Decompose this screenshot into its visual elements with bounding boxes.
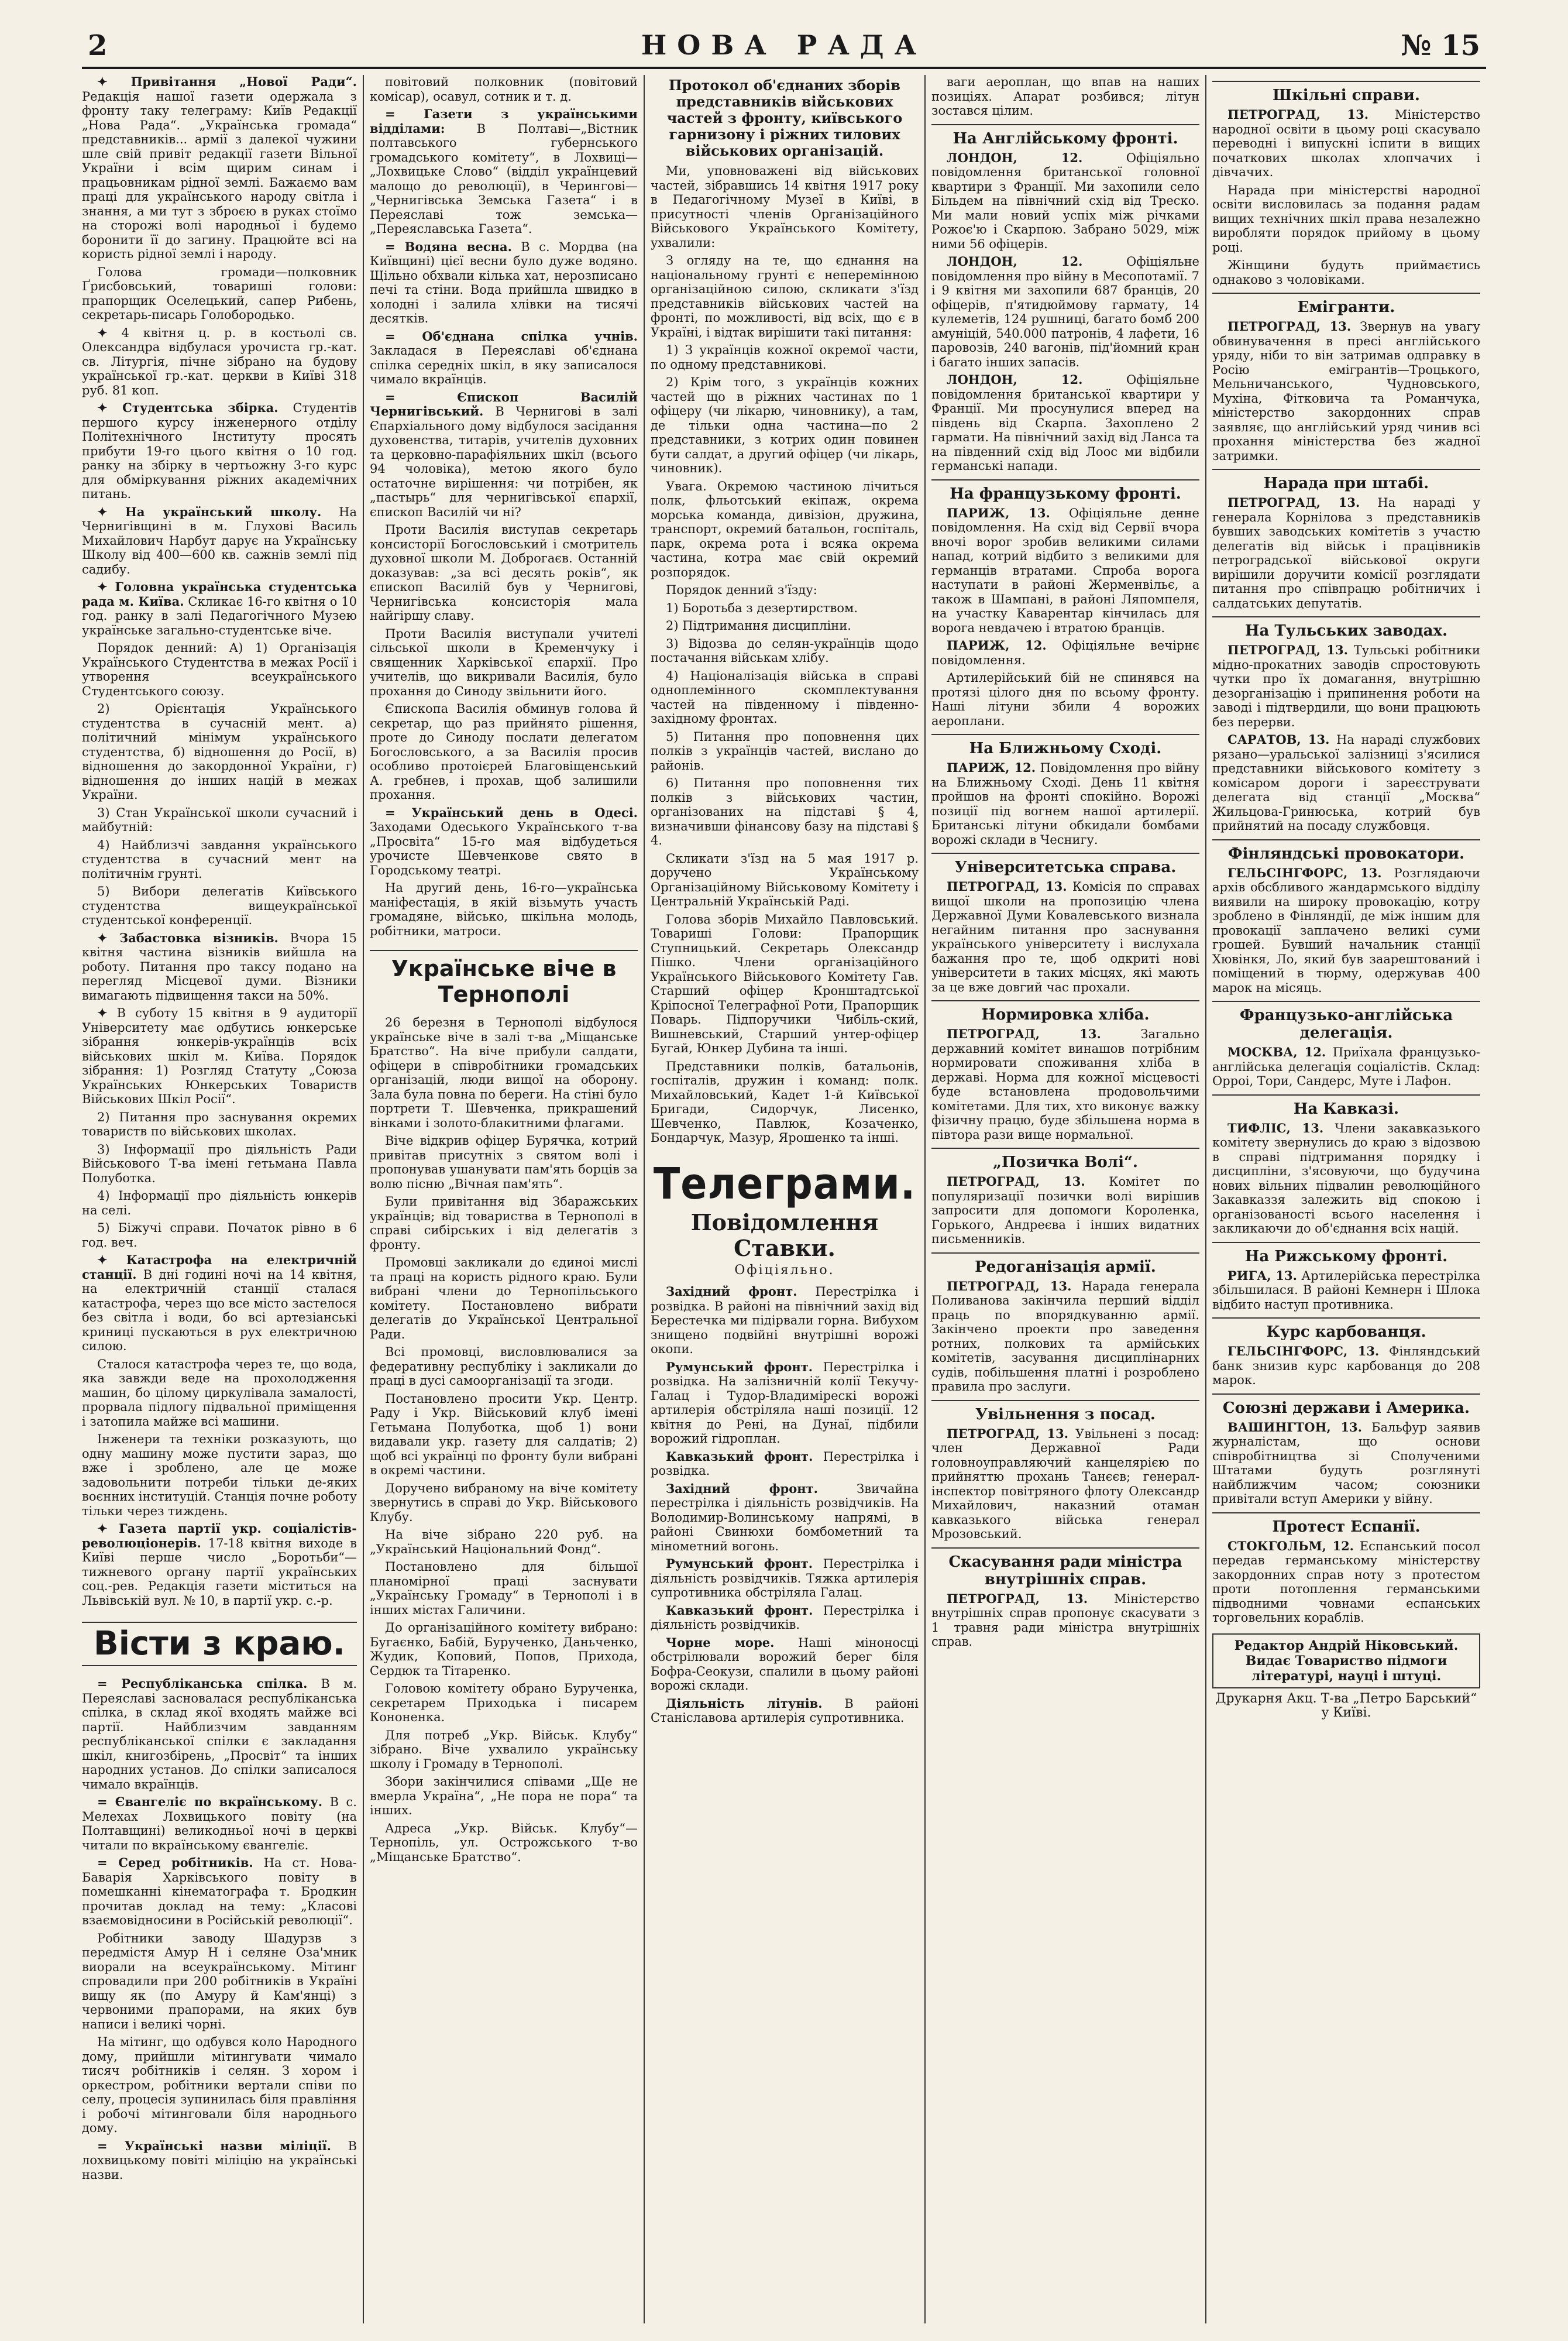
article-item [931, 1027, 1199, 1142]
article-text: В Чернигові в залі Єпархіального дому відбулося засідання духовенства, титарів, учителів духовних та церковно-парафіяльних шкіл (всього 94 чоловіка), метою якого було остаточне вирішення: чи потрібен, як „пастырь“ для чернигівської єпархії, єпископ Василій чи ні? [370, 404, 638, 519]
article-text: Міністерство внутрішніх справ пропонує скасувати з 1 травня ради міністра внутрішніх справ. [931, 1591, 1199, 1649]
article-text: Артилерійська перестрілка збільшилася. В районі Кемнерн і Шлока відбито наступ противника. [1212, 1268, 1480, 1312]
article-item [931, 506, 1199, 636]
article-heading: ПАРИЖ, 12. [947, 760, 1036, 775]
article-item [651, 1557, 919, 1600]
article-text: 2) Питання про заснування окремих товариств по військових школах. [82, 1110, 357, 1138]
article-item [370, 806, 638, 878]
article-item [370, 390, 638, 520]
article-text: Єпископа Василія обминув голова й секретар, що раз прийнято рішення, проте до Синоду послати делегатом Богословського, а за Василія просив особливо протоієрей Благовіщенський А. гребнев, і прохав, щоб залишили прохання. [370, 702, 638, 802]
article-text: На ст. Нова-Баварія Харківського повіту в помешканні кінематографа т. Бродкин прочитав доклад на тему: „Класові взаємовідносини в Російській революції“. [82, 1856, 357, 1927]
article-text: Жінщини будуть приймаєтись однаково з чоловіками. [1212, 258, 1480, 287]
article-text: Перестрілка і розвідка. [651, 1449, 919, 1478]
article-item [1212, 258, 1480, 287]
columns [82, 75, 1486, 2323]
article-item [651, 1450, 919, 1478]
article-item [82, 1110, 357, 1139]
article-text: На нараді у генерала Корнілова з представників бувших заводських комітетів з участю делегатів від військ і працівників петроградської військової округи вирішили доручити комісії розглядати питання про співпрацю робітничих і салдатських депутатів. [1212, 496, 1480, 610]
article-heading: ПАРИЖ, 13. [947, 505, 1050, 520]
telegram-section-title: На Ближньому Сході. [931, 734, 1199, 757]
article-text: 2) Підтримання дисципліни. [666, 619, 851, 633]
article-item [651, 253, 919, 339]
article-heading: ПЕТРОГРАД, 13. [947, 1174, 1085, 1189]
article-item [82, 838, 357, 881]
article-item [931, 639, 1199, 667]
article-text: Офіціяльне повідомлення про війну в Месопотамії. 7 і 9 квітня ми захопили 687 бранців, 20 офіцерів, п'ятидюймову гармату, 14 кулеметів, 124 рушниці, багато бомб 200 амуніцій, 540.000 патронів, 4 лафети, 16 паровозів, 240 вагонів, під'йомний кран і багато інших запасів. [931, 255, 1199, 369]
article-text: Доручено вибраному на віче комітету звернутись в справі до Укр. Військового Клубу. [370, 1481, 638, 1524]
article-text: До організаційного комітету вибрано: Бугаєнко, Бабій, Бурученко, Даньченко, Жудик, Коповий, Попов, Прихода, Сердюк та Тітаренко. [370, 1621, 638, 1678]
telegram-section-title: Союзні держави і Америка. [1212, 1393, 1480, 1417]
article-heading: = Об'єднана спілка учнів. [385, 328, 638, 344]
article-text: На Чернигівщині в м. Глухові Василь Михайлович Нарбут дарує на Українську Школу від 400—600 кв. сажнів землі під садибу. [82, 504, 357, 576]
article-text: В с. Мордва (на Київщині) цієї весни було дуже водяно. Щільно обхвали кілька хат, нерозписано печі та стіни. Вода прийшла швидко в холодні і залила хлівки на тисячі десятків. [370, 239, 638, 325]
article-text: Головою комітету обрано Бурученка, секретарем Приходька і писарем Кононенка. [370, 1681, 638, 1724]
article-text: Комісія по справах вищої школи на пропозицію члена Державної Думи Ковалевського визнала негайним питання про заснування українського університету і вислухала бажання про те, щоб одкриті нові університети в таких місцях, які мають за це вже довгий час прохали. [931, 880, 1199, 994]
article-text: Проти Василія виступали учителі сільської школи в Кременчуку і священник Харківської єпархії. Про учителів, що викривали Василія, було прохання до Синоду звільнити його. [370, 626, 638, 698]
article-heading: Чорне море. [666, 1635, 775, 1650]
protocol-title: Протокол об'єднаних зборів представників військових частей з фронту, київського гарнизону і ріжних тилових військових організацій. [666, 77, 903, 159]
article-heading: ПЕТРОГРАД, 13. [947, 1591, 1088, 1606]
column-5 [1205, 75, 1486, 2323]
article-text: 2) Крім того, з українців кожних частей що в ріжних частинах по 1 офіцеру (чи лікарю, чиновнику), а там, де тільки одна частина—по 2 представники, з котрих один повинен бути салдат, а другий офіцер (чи лікарь, чиновник). [651, 375, 919, 475]
article-item [1212, 866, 1480, 996]
article-item [370, 1621, 638, 1678]
article-text: Віче відкрив офіцер Бурячка, котрий привітав присутніх з святом волі і пропонував ушанувати пам'ять борців за волю пісню „Вічная пам'ять“. [370, 1134, 638, 1191]
article-item [651, 164, 919, 250]
article-text: Звернув на увагу обвинувачення в пресі англійського уряду, ніби то він затримав одправку в Росію емігрантів—Троцького, Мельничанського, Чудновського, Мухіна, Фітковича та Романчука, міністерство закордонних справ заявляє, що англійський уряд чинив всі прохання міністерства без жадної затримки. [1212, 320, 1480, 463]
article-heading: Західний фронт. [666, 1481, 818, 1496]
article-item [82, 1795, 357, 1852]
article-text: 2) Орієнтація Українського студентства в сучасній мент. а) політичний мінімум українського студентства, б) відношення до Росії, в) відношення до закордонної України, г) відношення до інших націй в межах України. [82, 702, 357, 802]
column-3 [644, 75, 924, 2323]
article-heading: МОСКВА, 12. [1227, 1045, 1326, 1059]
article-item [82, 2035, 357, 2136]
article-heading: Румунський фронт. [666, 1556, 813, 1571]
article-item [651, 375, 919, 476]
article-item [82, 1253, 357, 1354]
article-heading: ГЕЛЬСІНГФОРС, 13. [1227, 1344, 1380, 1358]
article-text: Офіціяльне повідомлення британської квартири у Франції. Ми просунулися вперед на південь від Скарпа. Захоплено 2 гармати. На північний захід від Ланса та на південний схід від Лоос ми відбили германські напади. [931, 373, 1199, 473]
article-text: 3) Інформації про діяльність Ради Військового Т-ва імені гетьмана Павла Полуботка. [82, 1142, 357, 1185]
article-item [931, 373, 1199, 473]
article-text: Перестрілка і діяльність розвідчиків. [651, 1603, 919, 1632]
article-text: В районі Станіславова артилерія супротивника. [651, 1696, 919, 1725]
article-text: Перестрілка і діяльність розвідчиків. Тяжка артилерія супротивника обстріляла Галац. [651, 1557, 919, 1599]
article-heading: ПЕТРОГРАД, 13. [947, 1426, 1069, 1441]
article-text: В суботу 15 квітня в 9 аудиторії Університету має одбутись юнкерське зібрання юнкерів-українців всіх військових шкіл м. Київа. Порядок зібрання: 1) Розгляд Статуту „Союза Українських Юнкерських Товариств Військових Шкіл Росії“. [82, 1006, 357, 1106]
article-item [651, 637, 919, 665]
article-item [651, 1697, 919, 1725]
article-text: 4) Найблизчі завдання українського студентства в сучасний мент на політичнім грунті. [82, 837, 357, 881]
article-heading: ГЕЛЬСІНГФОРС, 13. [1227, 865, 1382, 880]
article-item [931, 671, 1199, 728]
article-item [651, 583, 919, 598]
staff-reports-title: Повідомлення Ставки. [690, 1209, 879, 1261]
article-item [370, 1481, 638, 1525]
article-text: Загально державний комітет винашов потрібним нормировати споживання хліба в державі. Норма для кожної місцевості буде встановлена продовольчими комітетами. Для тих, хто виконує важку фізичну працю, буде збільшена норма в півтора рази вище нормальної. [931, 1027, 1199, 1142]
article-text: Були привітання від Збаражських українців; від товариства в Тернополі в справі сибірських і від делегатів з фронту. [370, 1194, 638, 1252]
article-heading: ПЕТРОГРАД, 13. [1227, 107, 1369, 122]
article-item [651, 730, 919, 773]
article-item [82, 580, 357, 637]
article-text: ваги аероплан, що впав на наших позиціях. Апарат розбився; літун зостався цілим. [931, 75, 1199, 118]
article-heading: РИГА, 13. [1227, 1268, 1297, 1283]
article-item [370, 702, 638, 802]
telegram-section-title: На Рижському фронті. [1212, 1242, 1480, 1265]
article-item [370, 1728, 638, 1772]
article-text: В лохвицькому повіті міліцію на українські назви. [82, 2139, 357, 2182]
article-item [1212, 320, 1480, 463]
article-text: Нарада генерала Поливанова закінчила перший відділ праць по впорядкуванню армії. Закінчено проекти про заведення ротних, полкових та армійських комітетів, засування дисциплінарних судів, побільшення платні і розроблено правила про заслуги. [931, 1279, 1199, 1393]
column-1 [82, 75, 363, 2323]
article-heading: ВАШИНГТОН, 13. [1227, 1419, 1362, 1434]
article-text: Представники полків, батальонів, госпіталів, дружин і команд: полк. Михайловський, Кадет 1-й Київської Бригади, Сидорчук, Лисенко, Шевченко, Павлюк, Козаченко, Бондарчук, Мазур, Ярошенко та інші. [651, 1059, 919, 1145]
telegram-section-title: На французькому фронті. [931, 479, 1199, 503]
article-item [651, 1059, 919, 1145]
telegram-section-title: Нормировка хліба. [931, 1000, 1199, 1024]
article-item [931, 1592, 1199, 1649]
official-label: Офіціяльно. [734, 1262, 835, 1278]
article-heading: ЛОНДОН, 12. [947, 150, 1083, 165]
article-item [370, 75, 638, 104]
article-text: Скликати з'їзд на 5 мая 1917 р. доручено Українському Організаційному Військовому Комітету і Центральній Українській Раді. [651, 851, 919, 908]
article-item [370, 1255, 638, 1341]
article-item [370, 1194, 638, 1252]
article-item [82, 75, 357, 262]
article-heading: ПЕТРОГРАД, 13. [1227, 495, 1360, 510]
article-item [1212, 496, 1480, 610]
article-item [931, 1279, 1199, 1394]
article-text: Порядок денний: А) 1) Організація Українського Студентства в межах Росії і утворення всеукраїнського Студентського союзу. [82, 641, 357, 698]
article-text: Перестрілка і розвідка. В районі на північний захід від Берестечка ми підірвали горна. Вибухом знищено подвійні внутрішні ворожі окопи. [651, 1285, 919, 1356]
column-2 [363, 75, 644, 2323]
article-item [82, 931, 357, 1003]
article-item [82, 702, 357, 802]
article-text: Постановлено просити Укр. Центр. Раду і Укр. Військовий клуб імені Гетьмана Полуботка, щоб 1) вони видавали укр. газету для салдатів; 2) щоб всі українці по фронту були вибрані в окремі частини. [370, 1391, 638, 1477]
article-text: Голова громади—полковник Ґрисбовський, товариші голови: прапорщик Оселецький, сапер Рибень, секретарь-писарь Голобородько. [82, 265, 357, 322]
telegram-section-title: На Англійському фронті. [931, 124, 1199, 147]
article-item [1212, 183, 1480, 255]
article-text: Порядок денний з'їзду: [666, 583, 817, 597]
article-heading: Румунський фронт. [666, 1359, 813, 1374]
article-heading: ПЕТРОГРАД, 13. [1227, 643, 1348, 657]
article-text: Наші міноносці обстрілювали ворожий берег біля Бофра-Сеокузи, спалили в цьому районі ворожі склади. [651, 1635, 919, 1693]
article-heading: ПЕТРОГРАД, 13. [947, 879, 1067, 894]
article-heading: ПЕТРОГРАД, 13. [1227, 319, 1352, 334]
article-item [931, 151, 1199, 252]
article-text: На віче зібрано 220 руб. на „Український Національний Фонд“. [370, 1528, 638, 1556]
article-item [651, 619, 919, 633]
article-heading: ЛОНДОН, 12. [947, 254, 1083, 269]
article-text: Нарада при міністерстві народної освіти висловилась за подання радам вищих технічних шкіл права незалежно виробляти порядок прийому в цьому році. [1212, 183, 1480, 255]
article-item [931, 1427, 1199, 1542]
article-text: Збори закінчилися співами „Ще не вмерла Україна“, „Не пора не пора“ та інших. [370, 1774, 638, 1817]
printer-line: Друкарня Акц. Т-ва „Петро Барський“ у Київі. [1215, 1691, 1477, 1720]
article-text: 3) Відозва до селян-українців щодо постачання військам хлібу. [651, 636, 919, 665]
article-item [1212, 1045, 1480, 1089]
article-heading: ✦ Привітання „Нової Ради“. [97, 75, 357, 89]
article-item [82, 265, 357, 322]
article-text: Інженери та техніки розказують, що одну машину може пустити зараз, що вже і зроблено, але це може задовольнити потреби тільки де-яких воєнних інституцій. Станція почне роботу тільки через тиждень. [82, 1432, 357, 1518]
article-heading: Кавказький фронт. [666, 1602, 813, 1618]
article-item [370, 1015, 638, 1130]
article-item [1212, 1344, 1480, 1388]
article-item [370, 627, 638, 699]
article-heading: ✦ [97, 1005, 108, 1020]
article-text: Артилерійський бій не спинявся на протязі цілого дня по всьому фронту. Наші літуни збили 4 ворожих аероплани. [931, 671, 1199, 728]
article-text: Робітники заводу Шадурзв з передмістя Амур Н і селяне Оза'мник виорали на всеукраїнському. Мітинг спровадили при 200 робітників в Україні вищу як (по Амуру й Кам'янці) з червоними прапорами, на яких був написи і великі чорні. [82, 1931, 357, 2031]
article-text: Постановлено для більшої планомірної праці заснувати „Українську Громаду“ в Тернополі і в інших містах Галичини. [370, 1560, 638, 1617]
telegram-section-title: Емігранти. [1212, 293, 1480, 316]
article-text: Редакція нашої газети одержала з фронту таку телеграму: Київ Редакції „Нова Рада“. „Українська громада“ представників... армії з далекої чужини шле свій привіт редакції газети Вільної України і всім щирим синам і працьовникам рідної землі. Бажаємо вам праці для українського народу світла і знання, а ми тут з зброєю в руках стоїмо на сторожі волі народньої і будемо боронити її до загину. Працюйте всі на користь рідної землі і народу. [82, 89, 357, 261]
article-text: 3) Стан Української школи сучасний і майбутній: [82, 805, 357, 834]
article-item [1212, 1269, 1480, 1312]
article-item [370, 1681, 638, 1725]
article-heading: Західний фронт. [666, 1284, 797, 1299]
article-heading: = Серед робітників. [97, 1855, 253, 1870]
article-item [931, 1175, 1199, 1247]
article-text: Офіціяльне вечірнє повідомлення. [931, 639, 1199, 667]
article-text: Перестрілка і розвідка. На залізничній колії Текучу-Галац і Тудор-Владимірескі ворожі артилерія обстріляла наші позиції. 12 квітня до Рені, на Дунаї, підбили ворожий гідроплан. [651, 1360, 919, 1446]
article-text: Студентів першого курсу інженерного отділу Політехнічного Інституту просять прибути 19-го цього квітня о 10 год. ранку на збірку в чертьожну 3-го курс для обміркування ріжних академічних питань. [82, 401, 357, 501]
article-text: Сталося катастрофа через те, що вода, яка завжди веде на прохолодження машин, бо цілому циркулівала замалості, прорвала підлогу підвальної приміщення і затопила майже всі машини. [82, 1357, 357, 1429]
article-text: В дні годині ночі на 14 квітня, на електричній станції сталася катастрофа, через що все місто застелося без світла і води, бо всі артезіанські криниці пускаються в рух електричною силою. [82, 1267, 357, 1353]
telegram-section-title: Фінляндські провокатори. [1212, 839, 1480, 863]
article-text: Для потреб „Укр. Військ. Клубу“ зібрано. Віче ухвалило українську школу і Громаду в Тернополі. [370, 1728, 638, 1771]
article-item [651, 1285, 919, 1357]
article-text: На нараді службових рязано—уральської залізниці з'ясилися представники військового комітету з комісаром дороги і зареєструвати делегата від станції „Москва“ Жильцова-Гринюська, котрий був прийнятий на посаду службовця. [1212, 733, 1480, 833]
article-item [82, 1189, 357, 1217]
article-text: В м. Переяславі засновалася республіканська спілка, в склад якої входять майже всі партії. Найблизчим завданням республіканської спілки є закладання шкіл, книгозбірень, „Просвіт“ та інших народних установ. До спілки записалося чимало вкраїнців. [82, 1677, 357, 1791]
telegram-section-title: Нарада при штабі. [1212, 469, 1480, 492]
article-item [82, 505, 357, 577]
article-item [651, 912, 919, 1056]
article-item [370, 881, 638, 938]
article-item [931, 761, 1199, 847]
article-text: На мітинг, що одбувся коло Народного дому, прийшли мітингувати чимало тисяч робітників і селян. З хором і оркестром, робітники вертали співи по селу, процесія зупинилась біля правління і робочі мітинговали біля народнього дому. [82, 2035, 357, 2135]
article-text: Заходами Одеського Українського т-ва „Просвіта“ 15-го мая відбудеться урочисте Шевченкове свято в Городському театрі. [370, 820, 638, 877]
article-text: Закладася в Переяславі об'єднана спілка середніх шкіл, в яку записалося чимало вкраїнців. [370, 344, 638, 386]
article-text: 4) Інформації про діяльність юнкерів на селі. [82, 1189, 357, 1217]
article-heading: ✦ На український школу. [97, 504, 322, 519]
masthead [82, 26, 1486, 69]
article-item [1212, 108, 1480, 180]
article-item [1212, 1121, 1480, 1236]
telegram-section-title: Редоганізація армії. [931, 1252, 1199, 1276]
editor-imprint: Редактор Андрій Ніковський. Видає Товариство підмоги літературі, науці і штуці. [1212, 1633, 1480, 1688]
article-item [931, 880, 1199, 994]
article-item [370, 1774, 638, 1818]
article-item [82, 1432, 357, 1518]
article-text: 17-18 квітня виходе в Київі перше число „Боротьби“—тижневого органу партії українських соц.-рев. Редакція газети міститься на Львівській вул. № 10, в партії укр. с.-р. [82, 1536, 357, 1608]
article-text: Комітет по популяризації позички волі вирішив запросити для допомоги Короленка, Горького, Андреєва і інших видатних письменників. [931, 1175, 1199, 1246]
article-item [370, 107, 638, 236]
article-text: Еспанський посол передав германському міністерству закордонних справ ноту з протестом проти потоплення германськими підводними човнами еспанських торговельних кораблів. [1212, 1539, 1480, 1625]
article-heading: = Водяна весна. [385, 239, 512, 254]
article-item [651, 776, 919, 848]
article-heading: ✦ Газета партії укр. соціалістів-революціонерів. [82, 1521, 357, 1550]
article-item [651, 1482, 919, 1554]
article-heading: ✦ [97, 325, 108, 340]
article-heading: = Євангеліє по вкраїнському. [97, 1794, 323, 1809]
article-text: Бальфур заявив журналістам, що основи співробітництва зі Сполученими Штатами будуть розглянуті найближчим часом; союзники привітали вступ Америки у війну. [1212, 1420, 1480, 1506]
article-item [370, 1392, 638, 1478]
article-text: 26 березня в Тернополі відбулося українське віче в залі т-ва „Міщанське Братство“. На віче прибули салдати, офіцери в співробітники громадських організацій, люди вищої на оборону. Зала була повна по береги. На стіні було портрети Т. Шевченка, прикрашений вінками і золото-блакитними флагами. [370, 1015, 638, 1130]
section-title-news-from-region: Вісти з краю. [82, 1622, 357, 1666]
article-item [82, 1522, 357, 1608]
article-text: Офіціяльно повідомлення британської головної квартири з Франції. Ми захопили село Більдем на північний схід від Треско. Ми мали новий успіх між річками Рожоє'ю і Скарпою. Забрано 5029, між ними 56 офіцерів. [931, 150, 1199, 251]
article-text: Розглядаючи архів обсбливого жандармського відділу виявили на широку провокацію, котру зроблено в Фінляндії, де між іншим для провокації заплачено великі суми грошей. Бувший начальник станції Хювінкя, Ло, який був заарештований і поміщений в тюрму, одержував 400 марок на місяць. [1212, 866, 1480, 995]
article-heading: ✦ Забастовка візників. [97, 930, 278, 945]
article-heading: СТОКГОЛЬМ, 12. [1227, 1538, 1354, 1553]
article-heading: ✦ Головна українська студентська рада м. Київа. [82, 579, 357, 609]
article-item [82, 1221, 357, 1250]
article-item [370, 329, 638, 387]
article-heading: ПЕТРОГРАД, 13. [947, 1027, 1101, 1041]
article-text: 1) З українців кожної окремої части, по одному представникові. [651, 343, 919, 372]
article-text: Звичайна перестрілка і діяльність розвідчиків. На Володимир-Волинському напрямі, в районі Свинюхи бомбометний та мінометний вогонь. [651, 1481, 919, 1553]
article-text: Приїхала французько-англійська делегація соціалістів. Склад: Орроі, Тори, Сандерс, Муте і Лафон. [1212, 1045, 1480, 1088]
article-item [82, 401, 357, 502]
article-text: Проти Василія виступав секретарь консисторії Богословський і смотритель духовної школи М. Доброгаєв. Останній доказував: „за всі десять років“, як єпископ Василій був у Чернигові, Чернигівська консисторія мала найгіршу славу. [370, 523, 638, 623]
article-item [370, 1821, 638, 1865]
article-text: 5) Біжучі справи. Початок рівно в 6 год. веч. [82, 1221, 357, 1250]
article-text: З огляду на те, що єднання на національному грунті є неперемінною організаційною силою, скликати з'їзд представників військових частей на фронті, по можливості, від всіх, що є в Україні, і відтак вирішити такі питання: [651, 253, 919, 339]
telegram-section-title: Увільнення з посад. [931, 1400, 1199, 1423]
telegrams-title: Телеграми. [653, 1158, 916, 1209]
article-heading: ЛОНДОН, 12. [947, 372, 1083, 387]
newspaper-title: НОВА РАДА [641, 29, 927, 61]
article-item [82, 2139, 357, 2182]
article-text: В с. Мелехах Лохвицького повіту (на Полтавщині) великодньої ночі в церкві читали по вкраїнському євангеліє. [82, 1795, 357, 1852]
article-item [651, 1636, 919, 1693]
article-item [370, 1560, 638, 1617]
article-text: Голова зборів Михайло Павловський. Товариші Голови: Прапорщик Ступницький. Секретарь Олександр Пішко. Члени організаційного Українського Військового Комітету Гав. Старший офіцер Кронштадтської Кріпосної Телеграфної Роти, Прапорщик Поварь. Підпоручики Чибіль-ский, Вишневський, Старший унтер-офіцер Бугай, Юнкер Дубина та інші. [651, 912, 919, 1055]
article-item [651, 479, 919, 580]
article-text: Увага. Окремою частиною лічиться полк, фльотський екіпаж, окрема морська команда, дивізіон, дружина, транспорт, окремий батальон, госпіталь, парк, окрема рота і всяка окрема частина, котра має свій окремий розпорядок. [651, 479, 919, 579]
article-item [82, 1931, 357, 2032]
article-item [651, 601, 919, 616]
article-item [651, 1360, 919, 1446]
article-text: 1) Боротьба з дезертирством. [666, 600, 858, 615]
article-text: Адреса „Укр. Військ. Клубу“—Тернопіль, ул. Острожського т-во „Міщанське Братство“. [370, 1821, 638, 1864]
article-text: Всі промовці, висловлювалися за федеративну республіку і закликали до праці в дусі самоорганізації та згоди. [370, 1345, 638, 1388]
article-text: Тульські робітники мідно-прокатних заводів спростовують чутки про їх домагання, внутрішню дезорганізацію і припинення роботи на заводі і підтвердили, що вони працюють без перерви. [1212, 643, 1480, 729]
article-item [82, 641, 357, 698]
article-heading: = Республіканська спілка. [97, 1676, 308, 1691]
article-text: Офіціяльне денне повідомлення. На схід від Сервії вчора вночі ворог зробив великими силами напад, котрий відбито з великими для германців втратами. Спроба ворога наступати в районі Жерменвільє, а також в Шампані, в районі Ляпомпеля, на участку Каварентар кінчилась для ворога невдачею і втратою бранців. [931, 506, 1199, 635]
article-item [82, 1006, 357, 1107]
section-title-ternopil: Українське віче в Тернополі [370, 950, 638, 1007]
article-heading: Діяльність літунів. [666, 1695, 823, 1711]
article-item [370, 523, 638, 623]
article-text: 4) Націоналізація війська в справі одноплемінного скомплектування частей на південному і південно-західному фронтах. [651, 668, 919, 726]
article-text: 5) Вибори делегатів Київського студентства вищеукраїнської студентської конференції. [82, 884, 357, 927]
telegram-section-title: На Кавказі. [1212, 1094, 1480, 1118]
article-item [370, 1345, 638, 1388]
article-text: 5) Питання про поповнення цих полків з українців частей, вислано до районів. [651, 729, 919, 773]
telegram-section-title: На Тульських заводах. [1212, 616, 1480, 640]
article-item [1212, 1420, 1480, 1506]
article-text: 4 квітня ц. р. в костьолі св. Олександра відбулася урочиста гр.-кат. св. Літургія, пічне зібрано на будову української гр.-кат. церкви в Київі 318 руб. 81 коп. [82, 325, 357, 397]
article-item [651, 1604, 919, 1632]
article-heading: = Газети з українськими відділами: [370, 107, 638, 136]
article-item [931, 255, 1199, 369]
telegram-section-title: „Позичка Волі“. [931, 1148, 1199, 1171]
article-heading: ТИФЛІС, 13. [1227, 1120, 1324, 1135]
telegram-section-title: Скасування ради міністра внутрішніх справ. [931, 1547, 1199, 1588]
article-item [651, 669, 919, 726]
article-text: Увільнені з посад: член Державної Ради головноуправляючий канцелярією по прийняттю прохань Танєєв; генерал-інспектор повітряного флоту Олександр Михайлович, наказний отаман кавказького війська генерал Мрозовський. [931, 1426, 1199, 1541]
column-4 [924, 75, 1205, 2323]
article-heading: ПАРИЖ, 12. [947, 638, 1047, 653]
article-item [1212, 733, 1480, 833]
article-item [82, 326, 357, 398]
article-item [82, 806, 357, 835]
article-item [82, 1142, 357, 1186]
article-item [1212, 643, 1480, 729]
article-item [82, 1856, 357, 1928]
article-heading: = Єпископ Василій Чернигівський. [370, 389, 638, 418]
article-text: Члени закавказького комітету звернулись до краю з відозвою в справі підтримання порядку і дисципліни, з'ясовуючи, що будучина нових вільних підвалин революційного Закавказзя залежить від спокою і організованості всього населення і закликаючи до об'єднання всіх націй. [1212, 1121, 1480, 1235]
telegram-section-title: Французько-англійська делегація. [1212, 1001, 1480, 1042]
article-item [370, 1528, 638, 1556]
article-heading: Кавказький фронт. [666, 1448, 813, 1464]
article-item [370, 1134, 638, 1191]
article-item [931, 75, 1199, 118]
article-heading: = Український день в Одесі. [385, 805, 638, 820]
telegram-section-title: Протест Еспанії. [1212, 1512, 1480, 1536]
article-text: Фінляндський банк знизив курс карбованця до 208 марок. [1212, 1344, 1480, 1387]
article-heading: ✦ Катастрофа на електричній станції. [82, 1252, 357, 1282]
article-text: Ми, уповноважені від військових частей, зібравшись 14 квітня 1917 року в Педагогічному Музеї в Київі, в присутності членів Організаційного Військового Українського Комітету, ухвалили: [651, 164, 919, 250]
article-item [82, 884, 357, 928]
article-heading: САРАТОВ, 13. [1227, 732, 1330, 747]
article-heading: ✦ Студентська збірка. [97, 400, 278, 415]
article-text: Промовці закликали до єдиноі мислі та праці на користь рідного краю. Були вибрані члени до Тернопільського комітету. Постановлено вибрати делегатів до Української Центральної Ради. [370, 1255, 638, 1341]
article-text: Скликає 16-го квітня о 10 год. ранку в залі Педагогічного Музею українське загально-студентське віче. [82, 594, 357, 637]
article-item [1212, 1539, 1480, 1625]
issue-number: № 15 [1401, 29, 1480, 62]
telegram-section-title: Університетська справа. [931, 853, 1199, 876]
article-text: Вчора 15 квітня частина візників вийшла на роботу. Питання про таксу подано на перегляд Місцевої думи. Візники вимагають підвищення такси на 50%. [82, 931, 357, 1003]
article-item [370, 240, 638, 326]
article-item [82, 1357, 357, 1429]
article-item [82, 1677, 357, 1791]
telegram-section-title: Шкільні справи. [1212, 81, 1480, 104]
article-text: Повідомлення про війну на Ближньому Сході. День 11 квітня пройшов на фронті спокійно. Ворожі позиції під вогнем нашої артилерії. Британські літуни обкидали бомбами ворожі склади в Чеснигу. [931, 761, 1199, 847]
telegram-section-title: Курс карбованця. [1212, 1317, 1480, 1341]
page-number: 2 [88, 29, 108, 62]
article-heading: = Українські назви міліції. [97, 2138, 331, 2153]
article-item [651, 852, 919, 909]
article-text: Міністерство народної освіти в цьому році скасувало переводні і випускні іспити в вищих початкових школах хлопчачих і дівчачих. [1212, 108, 1480, 179]
article-item [651, 343, 919, 372]
article-text: В Полтаві—„Вістник полтавського губернського громадського комітету“, в Лохвиці—„Лохвицьке Слово“ (відділ українцевий малощо до революції), в Черингові—„Чернигівська Земська Газета“ і в Переяславі тож земська—„Переяславська Газета“. [370, 121, 638, 236]
article-text: повітовий полковник (повітовий комісар), осавул, сотник и т. д. [370, 75, 638, 104]
article-text: На другий день, 16-го—українська маніфестація, в якій візьмуть участь громадяне, військо, шкільна молодь, робітники, матроси. [370, 881, 638, 938]
article-heading: ПЕТРОГРАД, 13. [947, 1278, 1072, 1293]
article-text: 6) Питання про поповнення тих полків з військових частин, організованих на підставі § 4, визначивши фінансову базу на підставі § 4. [651, 776, 919, 847]
